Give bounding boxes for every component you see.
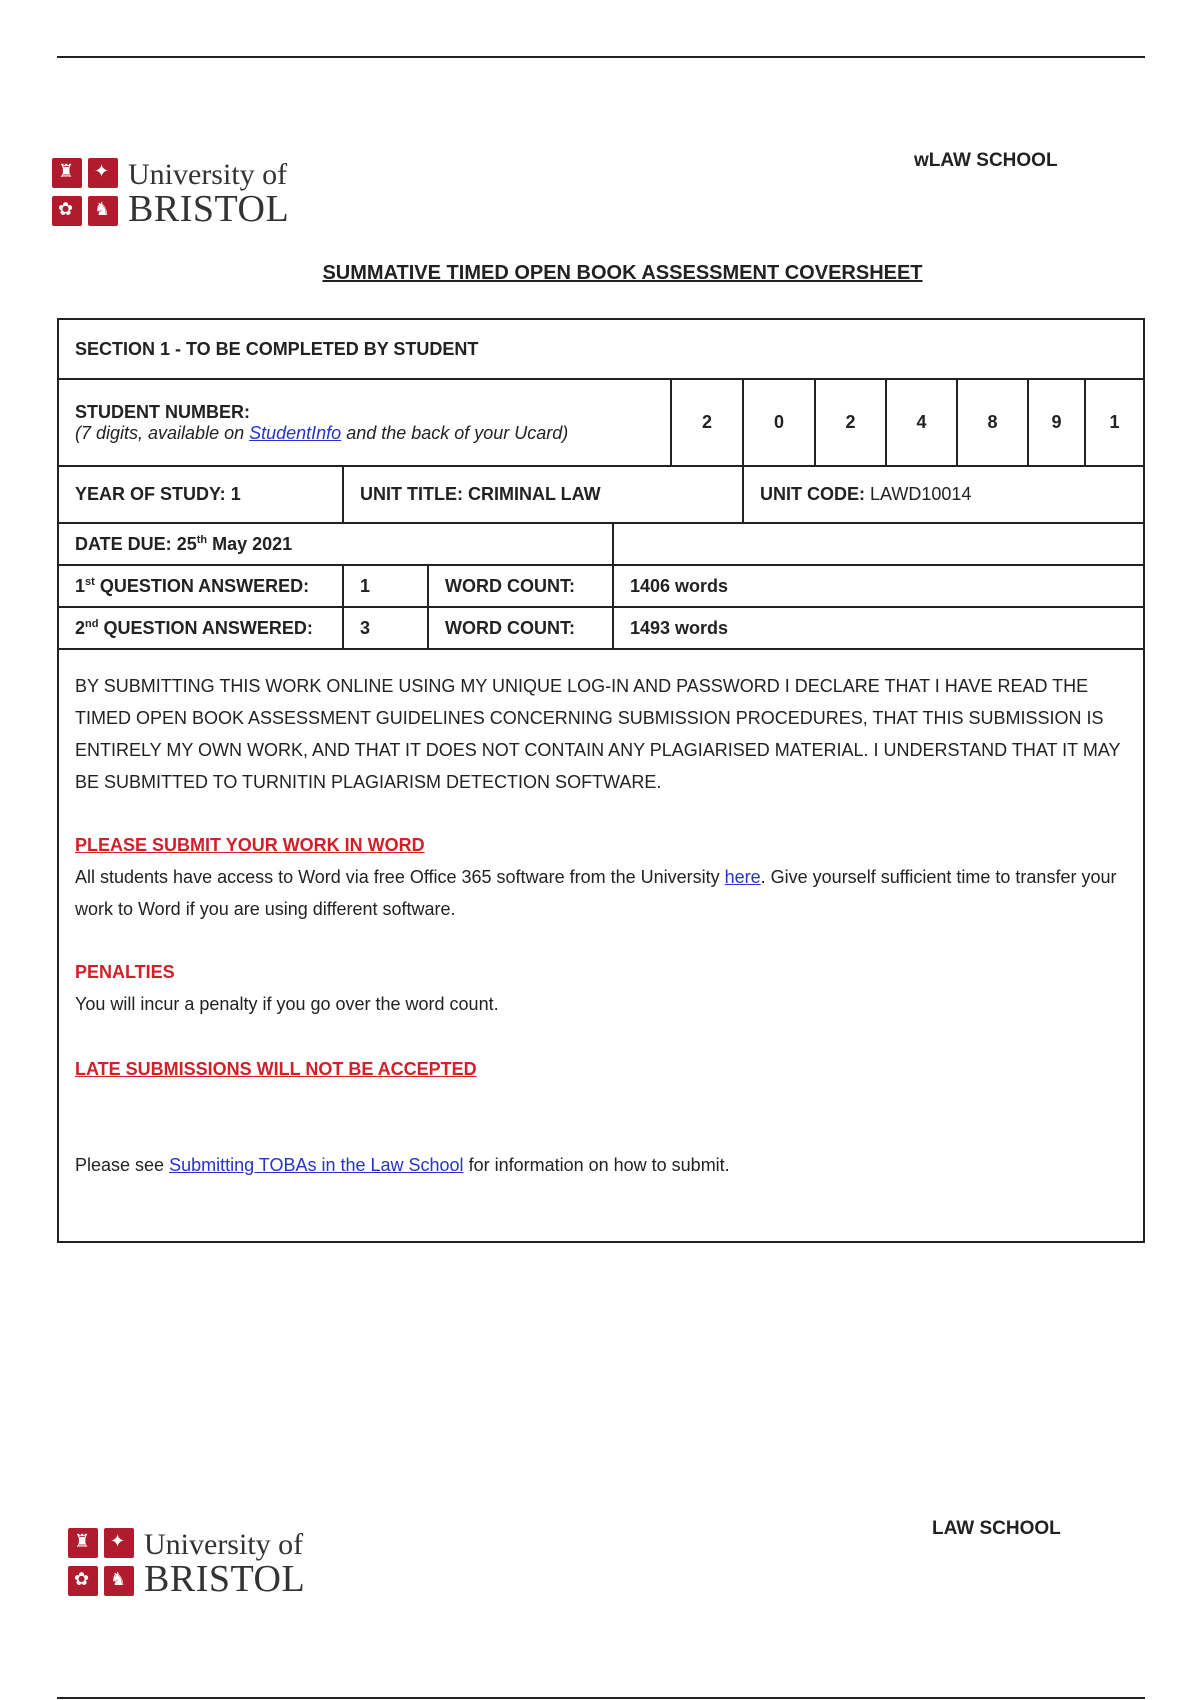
- penalties-heading: PENALTIES: [75, 962, 175, 982]
- footer-logo-line1: University of: [144, 1528, 304, 1561]
- q1-value: 1: [343, 565, 428, 607]
- q2-wordcount-value: 1493 words: [613, 607, 1144, 649]
- office365-link[interactable]: here: [724, 867, 761, 887]
- student-digit: 2: [815, 379, 886, 466]
- logo-line1: University of: [128, 158, 288, 191]
- word-text: All students have access to Word via free Office 365 software from the University here. Give yourself sufficient time to transfer your work to Word if you are using different software.: [75, 867, 1117, 919]
- q2-label: 2nd QUESTION ANSWERED:: [58, 607, 343, 649]
- logo-line2: BRISTOL: [128, 188, 290, 230]
- unit-code-value: LAWD10014: [870, 484, 972, 504]
- crest-icon: ♜ ✦ ✿ ♞: [52, 158, 122, 230]
- submitting-tobas-link[interactable]: Submitting TOBAs in the Law School: [169, 1155, 464, 1175]
- page-title: SUMMATIVE TIMED OPEN BOOK ASSESSMENT COVERSHEET: [322, 262, 923, 284]
- school-name: wLAW SCHOOL: [914, 150, 1058, 171]
- section-heading: SECTION 1 - TO BE COMPLETED BY STUDENT: [58, 319, 1144, 379]
- late-warning: LATE SUBMISSIONS WILL NOT BE ACCEPTED: [75, 1059, 477, 1079]
- student-digit: 9: [1028, 379, 1085, 466]
- q1-label: 1st QUESTION ANSWERED:: [58, 565, 343, 607]
- student-digit: 1: [1085, 379, 1144, 466]
- q2-value: 3: [343, 607, 428, 649]
- university-logo: [52, 158, 289, 230]
- bottom-rule: [57, 1697, 1145, 1699]
- footer-school-name: LAW SCHOOL: [932, 1518, 1061, 1539]
- student-digit: 0: [743, 379, 815, 466]
- footer-university-logo: [68, 1528, 305, 1600]
- student-number-hint: (7 digits, available on: [75, 422, 250, 443]
- declaration-cell: [58, 649, 1144, 1242]
- student-number-label: STUDENT NUMBER:: [75, 401, 250, 422]
- date-due: DATE DUE: 25th May 2021: [58, 523, 613, 565]
- declaration-text: BY SUBMITTING THIS WORK ONLINE USING MY UNIQUE LOG-IN AND PASSWORD I DECLARE THAT I HAVE READ THE TIMED OPEN BOOK ASSESSMENT GUIDELINES CONCERNING SUBMISSION PROCEDURES, THAT THIS SUBMISSION IS ENTIRELY MY OWN WORK, AND THAT IT DOES NOT CONTAIN ANY PLAGIARISED MATERIAL. I UNDERSTAND THAT IT MAY BE SUBMITTED TO TURNITIN PLAGIARISM DETECTION SOFTWARE.: [75, 676, 1121, 792]
- q1-wordcount-label: WORD COUNT:: [428, 565, 613, 607]
- see-text: Please see Submitting TOBAs in the Law School for information on how to submit.: [75, 1155, 730, 1175]
- student-number-cell: [58, 379, 671, 466]
- studentinfo-link[interactable]: StudentInfo: [249, 422, 342, 443]
- empty-cell: [613, 523, 1144, 565]
- unit-code: UNIT CODE: LAWD10014: [743, 466, 1144, 523]
- footer-logo-line2: BRISTOL: [144, 1558, 306, 1600]
- student-digit: 2: [671, 379, 743, 466]
- unit-title-value: CRIMINAL LAW: [468, 484, 601, 504]
- word-heading: PLEASE SUBMIT YOUR WORK IN WORD: [75, 835, 425, 855]
- q2-wordcount-label: WORD COUNT:: [428, 607, 613, 649]
- q1-wordcount-value: 1406 words: [613, 565, 1144, 607]
- unit-title: UNIT TITLE: CRIMINAL LAW: [343, 466, 743, 523]
- top-rule: [57, 56, 1145, 58]
- student-number-hint-end: and the back of your Ucard): [341, 422, 569, 443]
- year-of-study: YEAR OF STUDY: 1: [58, 466, 343, 523]
- student-digit: 4: [886, 379, 957, 466]
- year-value: 1: [230, 484, 241, 504]
- penalties-text: You will incur a penalty if you go over the word count.: [75, 994, 499, 1014]
- footer-crest-icon: ♜ ✦ ✿ ♞: [68, 1528, 138, 1600]
- coversheet-table: [57, 318, 1145, 1243]
- student-digit: 8: [957, 379, 1028, 466]
